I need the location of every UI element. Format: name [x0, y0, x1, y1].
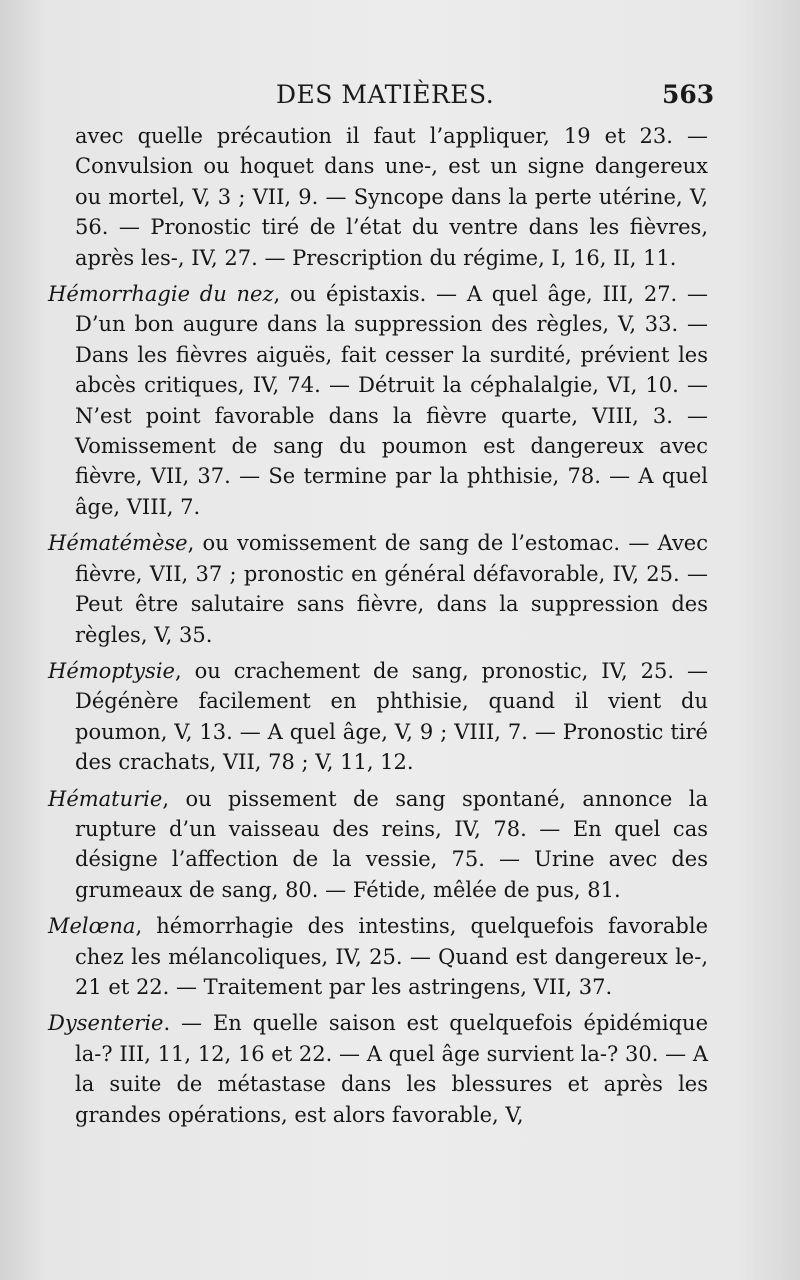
- entry-text: , ou crachement de sang, pronostic, IV, 25. — Dégénère facilement en phthisie, quand il vient du poumon, V, 13. — A quel âge, V, 9 ; VIII, 7. — Pronostic tiré des crachats, VII, 78 ; V, 11, 12.: [75, 658, 708, 775]
- page-number: 563: [662, 80, 715, 109]
- index-entry: [48, 1008, 708, 1130]
- index-entry: [48, 528, 708, 650]
- running-head: [0, 80, 800, 116]
- entry-text: . — En quelle saison est quelquefois épidémique la-? III, 11, 12, 16 et 22. — A quel âge survient la-? 30. — A la suite de métastase dans les blessures et après les grandes opérations, est alors favorable, V,: [75, 1011, 708, 1127]
- running-title: DES MATIÈRES.: [276, 80, 495, 109]
- index-entry: [48, 656, 708, 778]
- entry-term: Melœna: [48, 914, 136, 939]
- index-entries: [48, 121, 708, 1136]
- entry-text: avec quelle précaution il faut l’appliquer, 19 et 23. — Convulsion ou hoquet dans une-, est un signe dangereux ou mortel, V, 3 ; VII, 9. — Syncope dans la perte utérine, V, 56. — Pronostic tiré de l’état du ventre dans les fièvres, après les-, IV, 27. — Prescription du régime, I, 16, II, 11.: [75, 124, 708, 270]
- entry-term: Hémorrhagie du nez: [48, 282, 274, 307]
- entry-term: Hémoptysie: [48, 658, 175, 683]
- entry-text: , hémorrhagie des intestins, quelquefois favorable chez les mélancoliques, IV, 25. — Quand est dangereux le-, 21 et 22. — Traitement par les astringens, VII, 37.: [75, 914, 708, 999]
- entry-text: , ou épistaxis. — A quel âge, III, 27. — D’un bon augure dans la suppression des règles, V, 33. — Dans les fièvres aiguës, fait cesser la surdité, prévient les abcès critiques, IV, 74. — Détruit la céphalalgie, VI, 10. — N’est point favorable dans la fièvre quarte, VIII, 3. — Vomissement de sang du poumon est dangereux avec fièvre, VII, 37. — Se termine par la phthisie, 78. — A quel âge, VIII, 7.: [75, 282, 708, 519]
- index-entry: [48, 784, 708, 906]
- index-entry: [48, 279, 708, 522]
- entry-text: , ou pissement de sang spontané, annonce la rupture d’un vaisseau des reins, IV, 78. — En quel cas désigne l’affection de la vessie, 75. — Urine avec des grumeaux de sang, 80. — Fétide, mêlée de pus, 81.: [75, 786, 708, 902]
- entry-term: Hématurie: [48, 786, 163, 811]
- entry-term: Hématémèse: [48, 531, 188, 556]
- index-entry: [48, 911, 708, 1002]
- entry-term: Dysenterie: [48, 1011, 164, 1036]
- entry-text: , ou vomissement de sang de l’estomac. — Avec fièvre, VII, 37 ; pronostic en général défavorable, IV, 25. — Peut être salutaire sans fièvre, dans la suppression des règles, V, 35.: [75, 531, 708, 647]
- index-entry-continuation: [48, 121, 708, 273]
